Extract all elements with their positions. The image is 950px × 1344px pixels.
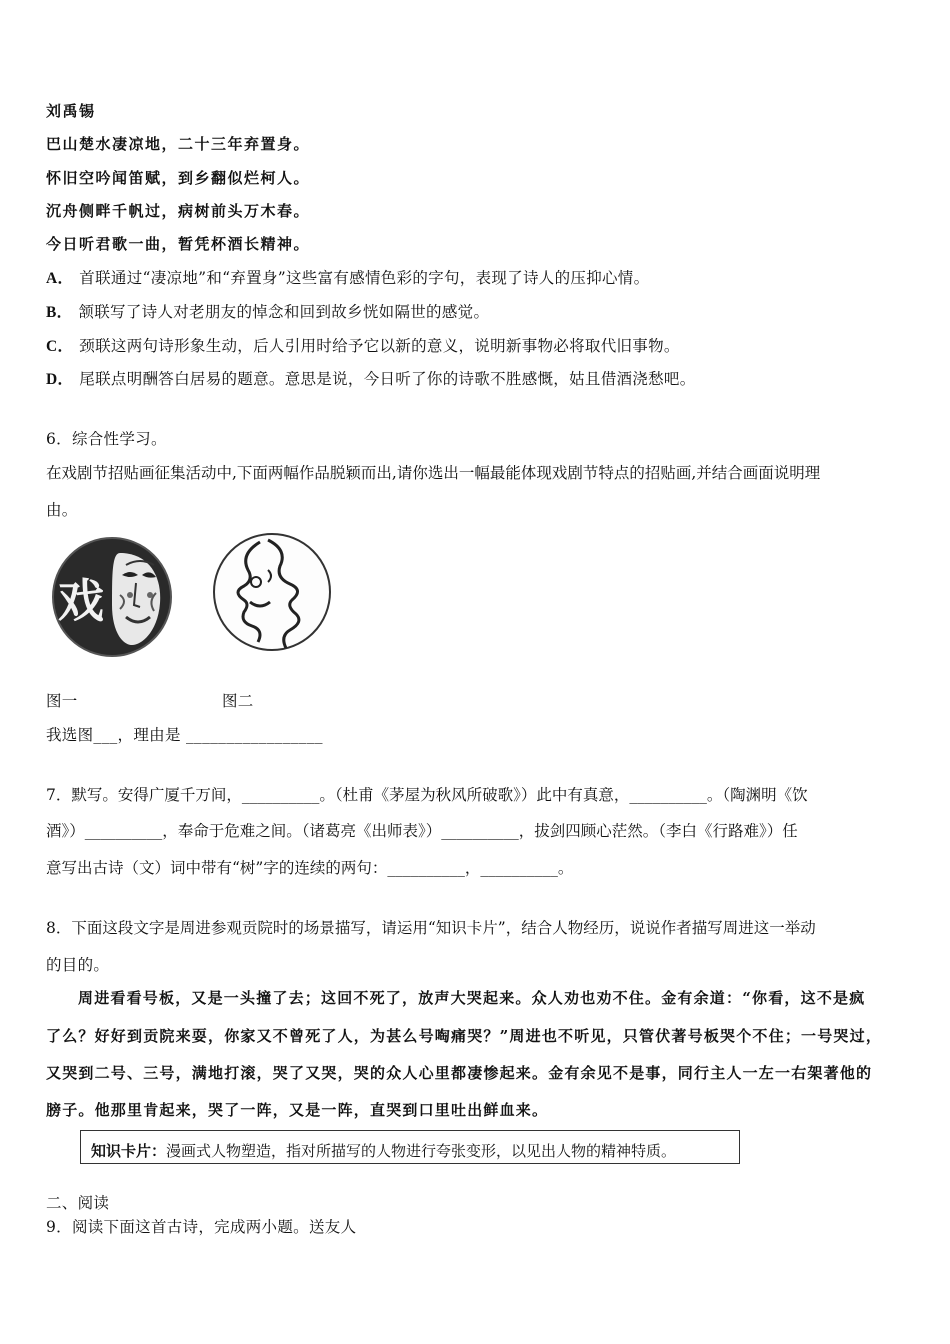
knowledge-card — [80, 1130, 740, 1164]
option-text: 尾联点明酬答白居易的题意。意思是说，今日听了你的诗歌不胜感慨，姑且借酒浇愁吧。 — [79, 370, 696, 388]
option-key: C． — [46, 338, 74, 355]
figure-1-image — [50, 535, 175, 660]
option-b — [46, 305, 489, 321]
poem-line-3: 沉舟侧畔千帆过，病树前头万木春。 — [46, 202, 311, 220]
q8-passage-line3: 又哭到二号、三号，满地打滚，哭了又哭，哭的众人心里都凄惨起来。金有余见不是事，同行主人一左一右架著他的 — [46, 1064, 873, 1082]
poem-author: 刘禹锡 — [46, 102, 96, 120]
q6-answer-line: 我选图___，理由是 _________________ — [46, 726, 323, 744]
option-key: A． — [46, 270, 74, 287]
poem-line-4: 今日听君歌一曲，暂凭杯酒长精神。 — [46, 235, 311, 253]
option-key: B． — [46, 304, 73, 321]
figure-1-caption: 图一 — [46, 692, 78, 710]
q9-line: 9．阅读下面这首古诗，完成两小题。送友人 — [46, 1218, 357, 1236]
poem-line-2: 怀旧空吟闻笛赋，到乡翻似烂柯人。 — [46, 169, 311, 187]
knowledge-card-text: 漫画式人物塑造，指对所描写的人物进行夸张变形，以见出人物的精神特质。 — [166, 1142, 677, 1160]
q6-prompt-line2: 由。 — [46, 501, 78, 519]
option-key: D． — [46, 371, 74, 388]
q7-line1: 7．默写。安得广厦千万间，__________。（杜甫《茅屋为秋风所破歌》）此中有真意，__________。（陶渊明《饮 — [46, 786, 808, 804]
figure-1-calligraphy: 戏 — [58, 574, 104, 628]
option-text: 首联通过“凄凉地”和“弃置身”这些富有感情色彩的字句，表现了诗人的压抑心情。 — [79, 269, 650, 287]
figure-2-caption: 图二 — [222, 692, 254, 710]
q7-line3: 意写出古诗（文）词中带有“树”字的连续的两句：__________，__________。 — [46, 859, 574, 877]
option-d — [46, 372, 696, 388]
q8-passage-line4: 膀子。他那里肯起来，哭了一阵，又是一阵，直哭到口里吐出鲜血来。 — [46, 1101, 549, 1119]
option-c — [46, 339, 680, 355]
section-heading: 二、阅读 — [46, 1194, 110, 1212]
knowledge-card-label: 知识卡片： — [91, 1142, 167, 1160]
q8-passage-line1: 周进看看号板，又是一头撞了去；这回不死了，放声大哭起来。众人劝也劝不住。金有余道：“你看，这不是疯 — [78, 989, 866, 1007]
figure-2-image — [210, 530, 335, 655]
option-a — [46, 271, 649, 287]
option-text: 颔联写了诗人对老朋友的悼念和回到故乡恍如隔世的感觉。 — [78, 303, 490, 321]
poem-line-1: 巴山楚水凄凉地，二十三年弃置身。 — [46, 135, 311, 153]
q6-title: 6．综合性学习。 — [46, 430, 167, 448]
q6-prompt-line1: 在戏剧节招贴画征集活动中,下面两幅作品脱颖而出,请你选出一幅最能体现戏剧节特点的招贴画,并结合画面说明理 — [46, 464, 821, 482]
q7-line2: 酒》）__________，奉命于危难之间。（诸葛亮《出师表》）__________，拔剑四顾心茫然。（李白《行路难》）任 — [46, 822, 798, 840]
option-text: 颈联这两句诗形象生动，后人引用时给予它以新的意义，说明新事物必将取代旧事物。 — [79, 337, 680, 355]
q8-line1: 8．下面这段文字是周进参观贡院时的场景描写，请运用“知识卡片”，结合人物经历，说说作者描写周进这一举动 — [46, 919, 816, 937]
q8-passage-line2: 了么？好好到贡院来耍，你家又不曾死了人，为甚么号啕痛哭？”周进也不听见，只管伏著号板哭个不住；一号哭过， — [46, 1027, 883, 1045]
q8-line2: 的目的。 — [46, 956, 110, 974]
